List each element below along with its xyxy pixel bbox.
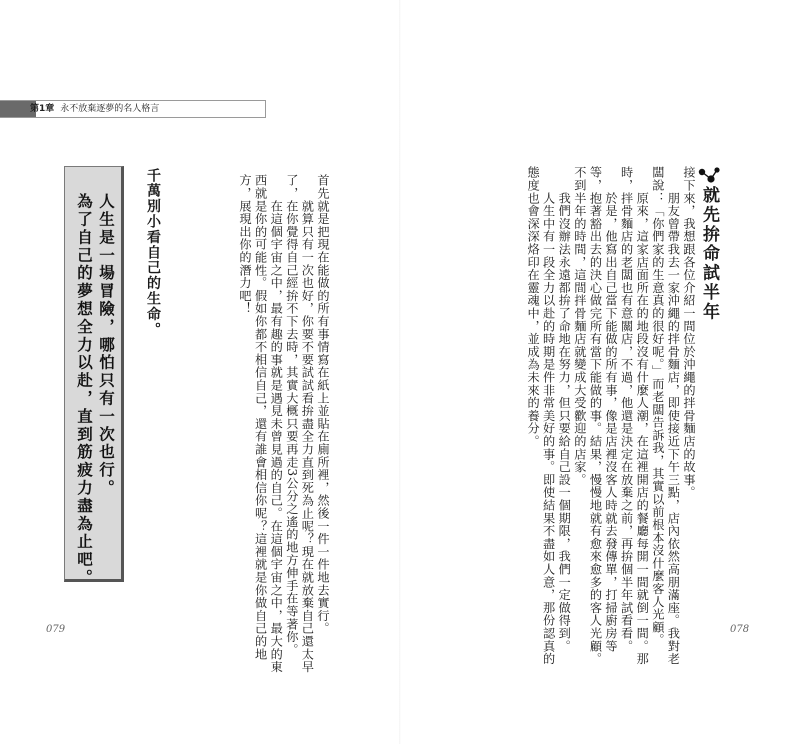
header-title: 永不放棄逐夢的名人格言 xyxy=(60,104,160,114)
running-header xyxy=(0,100,266,118)
section-title: 就先拚命試半年 xyxy=(699,186,719,322)
left-page-number: 079 xyxy=(46,624,66,635)
quote-callout xyxy=(64,166,124,587)
header-chapter: 第1章 xyxy=(30,104,55,114)
right-body-text: 接下來，我想跟各位介紹一間位於沖繩的拌骨麵店的故事。 朋友曾帶我去一家沖繩的拌骨麵店，即使接近下午三點，店內依然高朋滿座。我對老 闆說：「你們家的生意真的很好呢。」而老闆告訴我，其實以前根本沒什麼客人光顧。 原來，這家店面所在的地段沒有什麼人潮，在這裡開店的餐廳每開一間就倒一間。那 時，拌骨麵店的老闆也有意關店，不過，他還是決定在放棄之前，再拚個半年試看看。 於是，他寫出自己當下能做的所有事，像是店裡沒客人時就去發傳單，打掃廚房等 等，抱著豁出去的決心做完所有當下能做的事。結果，慢慢地就有愈來愈多的客人光顧。 不到半年的時間，這間拌骨麵店就變成大受歡迎的店家。 我們沒辦法永遠都拚了命地在努力，但只要給自己設一個期限，我們一定做得到。 人生中有一段全力以赴的時期是件非常美好的事。即使結果不盡如人意，那份認真的 態度也會深深烙印在靈魂中，並成為未來的養分。 xyxy=(526,166,696,666)
connected-dots-icon xyxy=(698,166,720,186)
header-text xyxy=(30,102,159,116)
left-body-text: 首先就是把現在能做的所有事情寫在紙上並貼在廁所裡，然後一件一件地去實行。 就算只有一次也好，你要不要試試看拚盡全力直到死為止呢？現在就放棄自己還太早 了，在你覺得自己經拚不下去時，其實大概只要再走3公分之遙的地方伸手在等著你。 在這個宇宙之中，最有趣的事就是遇見未曾見過的自己。在這個宇宙之中，最大的東 西就是你的可能性。假如你都不相信自己，還有誰會相信你呢？這裡就是你做自己的地 方，展現出你的潛力吧！ xyxy=(238,174,330,674)
quote-callout-text: 人生是一場冒險，哪怕只有一次也行。 為了自己的夢想全力以赴，直到筋疲力盡為止吧。 xyxy=(75,193,115,587)
left-subheading: 千萬別小看自己的生命。 xyxy=(145,168,161,338)
right-page xyxy=(400,0,800,744)
right-page-number: 078 xyxy=(730,624,750,635)
